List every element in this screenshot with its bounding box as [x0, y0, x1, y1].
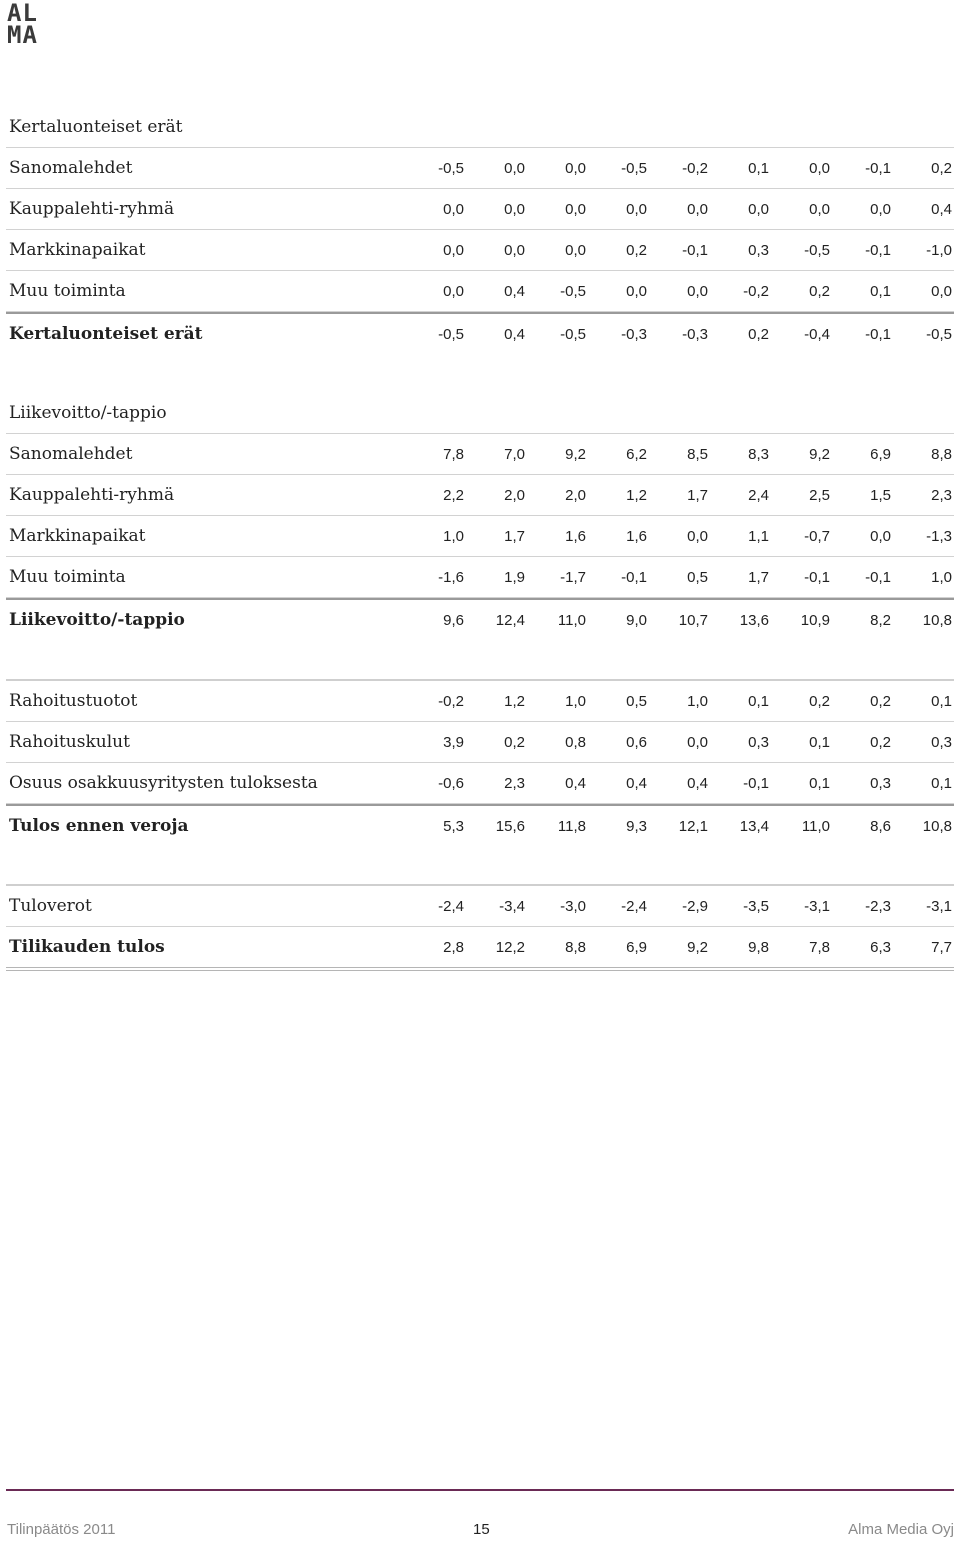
row-label: Sanomalehdet: [9, 444, 133, 464]
value-cell: -0,2: [682, 160, 708, 177]
value-cell: -2,4: [438, 898, 464, 915]
value-cell: 0,1: [870, 283, 891, 300]
value-cell: -1,7: [560, 569, 586, 586]
value-cell: 9,2: [687, 939, 708, 956]
row-label: Tilikauden tulos: [9, 937, 165, 957]
value-cell: 0,4: [565, 775, 586, 792]
value-cell: 6,9: [870, 446, 891, 463]
row-label: Rahoituskulut: [9, 732, 130, 752]
value-cell: 0,0: [504, 201, 525, 218]
row-label: Sanomalehdet: [9, 158, 133, 178]
row-label: Kauppalehti-ryhmä: [9, 485, 175, 505]
row-label: Osuus osakkuusyritysten tuloksesta: [9, 773, 318, 793]
value-cell: 8,5: [687, 446, 708, 463]
value-cell: 1,1: [748, 528, 769, 545]
value-cell: 10,8: [922, 612, 952, 629]
table-row: [6, 475, 954, 516]
total-row: [6, 312, 954, 354]
value-cell: 12,1: [678, 818, 708, 835]
value-cell: 11,8: [557, 818, 586, 835]
value-cell: 1,6: [626, 528, 647, 545]
value-cell: 11,0: [557, 612, 586, 629]
value-cell: 2,5: [809, 487, 830, 504]
row-label: Tuloverot: [9, 896, 92, 916]
value-cell: 3,9: [443, 734, 464, 751]
table-row: [6, 148, 954, 189]
value-cell: 0,6: [626, 734, 647, 751]
value-cell: -0,5: [926, 326, 952, 343]
section-title-row: [6, 393, 954, 434]
value-cell: -0,3: [682, 326, 708, 343]
footer-company: Alma Media Oyj: [848, 1521, 954, 1538]
value-cell: 15,6: [495, 818, 525, 835]
value-cell: -3,0: [560, 898, 586, 915]
row-label: Muu toiminta: [9, 567, 126, 587]
row-label: Kauppalehti-ryhmä: [9, 199, 175, 219]
value-cell: -0,4: [804, 326, 830, 343]
section-kertaluonteiset-erat: [6, 107, 954, 354]
value-cell: 7,8: [809, 939, 830, 956]
value-cell: 0,0: [687, 201, 708, 218]
value-cell: 1,2: [504, 693, 525, 710]
table-row: [6, 763, 954, 804]
value-cell: 0,4: [626, 775, 647, 792]
row-label: Muu toiminta: [9, 281, 126, 301]
value-cell: -3,5: [743, 898, 769, 915]
value-cell: -1,0: [926, 242, 952, 259]
value-cell: 0,0: [809, 160, 830, 177]
value-cell: 8,3: [748, 446, 769, 463]
value-cell: 1,0: [565, 693, 586, 710]
value-cell: -3,4: [499, 898, 525, 915]
value-cell: 5,3: [443, 818, 464, 835]
value-cell: 0,4: [931, 201, 952, 218]
value-cell: -0,5: [621, 160, 647, 177]
value-cell: 0,0: [504, 160, 525, 177]
row-label: Rahoitustuotot: [9, 691, 138, 711]
row-label: Tulos ennen veroja: [9, 816, 189, 836]
value-cell: -0,7: [804, 528, 830, 545]
value-cell: -1,3: [926, 528, 952, 545]
value-cell: 0,2: [809, 283, 830, 300]
table-row: [6, 722, 954, 763]
value-cell: 10,9: [800, 612, 830, 629]
value-cell: 1,9: [504, 569, 525, 586]
value-cell: -0,1: [621, 569, 647, 586]
value-cell: 0,0: [687, 283, 708, 300]
value-cell: 0,2: [931, 160, 952, 177]
value-cell: 9,2: [565, 446, 586, 463]
value-cell: 0,0: [687, 734, 708, 751]
alma-logo: [7, 0, 38, 49]
value-cell: -0,1: [865, 242, 891, 259]
value-cell: 1,7: [504, 528, 525, 545]
logo-line-1: AL: [7, 0, 38, 27]
value-cell: 0,4: [504, 283, 525, 300]
value-cell: -0,1: [865, 569, 891, 586]
value-cell: 12,4: [495, 612, 525, 629]
value-cell: 9,0: [626, 612, 647, 629]
value-cell: 0,2: [870, 734, 891, 751]
section-tilikauden-tulos: [6, 884, 954, 971]
value-cell: 1,6: [565, 528, 586, 545]
value-cell: -0,6: [438, 775, 464, 792]
value-cell: 0,0: [748, 201, 769, 218]
value-cell: 1,7: [748, 569, 769, 586]
value-cell: 0,0: [565, 242, 586, 259]
value-cell: 8,8: [931, 446, 952, 463]
value-cell: 0,5: [626, 693, 647, 710]
total-row: [6, 598, 954, 640]
value-cell: -1,6: [438, 569, 464, 586]
value-cell: 0,0: [626, 201, 647, 218]
value-cell: 9,8: [748, 939, 769, 956]
value-cell: 10,7: [678, 612, 708, 629]
table-row: [6, 679, 954, 722]
value-cell: 1,0: [687, 693, 708, 710]
value-cell: 0,0: [565, 201, 586, 218]
table-row: [6, 189, 954, 230]
value-cell: 0,1: [748, 160, 769, 177]
value-cell: 9,6: [443, 612, 464, 629]
value-cell: 0,0: [443, 283, 464, 300]
value-cell: -0,5: [804, 242, 830, 259]
value-cell: -3,1: [926, 898, 952, 915]
section-title: Liikevoitto/-tappio: [9, 403, 167, 423]
logo-line-2: MA: [7, 21, 38, 49]
value-cell: 8,2: [870, 612, 891, 629]
value-cell: 6,3: [870, 939, 891, 956]
value-cell: 0,0: [565, 160, 586, 177]
value-cell: 8,8: [565, 939, 586, 956]
value-cell: 0,2: [504, 734, 525, 751]
value-cell: 7,0: [504, 446, 525, 463]
value-cell: -0,5: [438, 160, 464, 177]
value-cell: -0,1: [682, 242, 708, 259]
value-cell: -0,1: [865, 160, 891, 177]
value-cell: 2,4: [748, 487, 769, 504]
row-label: Markkinapaikat: [9, 526, 146, 546]
value-cell: 1,0: [931, 569, 952, 586]
value-cell: -0,3: [621, 326, 647, 343]
value-cell: 0,0: [687, 528, 708, 545]
value-cell: 13,4: [739, 818, 769, 835]
value-cell: -2,4: [621, 898, 647, 915]
value-cell: 10,8: [922, 818, 952, 835]
table-row: [6, 884, 954, 927]
value-cell: 0,1: [931, 775, 952, 792]
value-cell: 1,2: [626, 487, 647, 504]
section-liikevoitto: [6, 393, 954, 640]
table-row: [6, 557, 954, 598]
total-row: [6, 927, 954, 971]
value-cell: 0,2: [626, 242, 647, 259]
value-cell: 0,1: [931, 693, 952, 710]
value-cell: 0,0: [870, 528, 891, 545]
value-cell: 9,3: [626, 818, 647, 835]
footer-rule: [6, 1489, 954, 1491]
row-label: Liikevoitto/-tappio: [9, 610, 185, 630]
page-number: 15: [473, 1521, 490, 1538]
value-cell: 2,0: [565, 487, 586, 504]
value-cell: 0,0: [931, 283, 952, 300]
value-cell: 0,0: [443, 201, 464, 218]
value-cell: 2,8: [443, 939, 464, 956]
value-cell: 0,2: [748, 326, 769, 343]
section-title: Kertaluonteiset erät: [9, 117, 183, 137]
value-cell: -0,5: [560, 326, 586, 343]
value-cell: 0,0: [626, 283, 647, 300]
value-cell: 2,2: [443, 487, 464, 504]
value-cell: -3,1: [804, 898, 830, 915]
value-cell: 0,4: [504, 326, 525, 343]
value-cell: 7,7: [931, 939, 952, 956]
value-cell: 0,8: [565, 734, 586, 751]
value-cell: 12,2: [495, 939, 525, 956]
value-cell: 7,8: [443, 446, 464, 463]
value-cell: 1,7: [687, 487, 708, 504]
section-rahoitus: [6, 679, 954, 846]
value-cell: -0,1: [743, 775, 769, 792]
value-cell: 0,3: [931, 734, 952, 751]
value-cell: 1,5: [870, 487, 891, 504]
footer-document-title: Tilinpäätös 2011: [7, 1521, 116, 1538]
value-cell: 6,9: [626, 939, 647, 956]
value-cell: 0,3: [748, 734, 769, 751]
value-cell: -0,2: [438, 693, 464, 710]
section-title-row: [6, 107, 954, 148]
value-cell: -0,5: [438, 326, 464, 343]
value-cell: 0,1: [809, 775, 830, 792]
row-label: Kertaluonteiset erät: [9, 324, 203, 344]
value-cell: 2,3: [504, 775, 525, 792]
value-cell: 2,0: [504, 487, 525, 504]
value-cell: 9,2: [809, 446, 830, 463]
table-row: [6, 230, 954, 271]
value-cell: -0,2: [743, 283, 769, 300]
value-cell: 8,6: [870, 818, 891, 835]
value-cell: 0,5: [687, 569, 708, 586]
value-cell: 0,0: [870, 201, 891, 218]
value-cell: 0,1: [809, 734, 830, 751]
value-cell: 0,4: [687, 775, 708, 792]
total-row: [6, 804, 954, 846]
table-row: [6, 434, 954, 475]
value-cell: 0,3: [748, 242, 769, 259]
value-cell: 0,3: [870, 775, 891, 792]
value-cell: -2,3: [865, 898, 891, 915]
value-cell: -0,1: [804, 569, 830, 586]
value-cell: 0,1: [748, 693, 769, 710]
value-cell: 0,0: [809, 201, 830, 218]
value-cell: -0,5: [560, 283, 586, 300]
value-cell: 6,2: [626, 446, 647, 463]
value-cell: -2,9: [682, 898, 708, 915]
row-label: Markkinapaikat: [9, 240, 146, 260]
value-cell: 13,6: [739, 612, 769, 629]
value-cell: 0,2: [809, 693, 830, 710]
value-cell: 11,0: [801, 818, 830, 835]
value-cell: 0,0: [504, 242, 525, 259]
value-cell: 1,0: [443, 528, 464, 545]
value-cell: 0,2: [870, 693, 891, 710]
value-cell: 0,0: [443, 242, 464, 259]
table-row: [6, 271, 954, 312]
value-cell: 2,3: [931, 487, 952, 504]
table-row: [6, 516, 954, 557]
value-cell: -0,1: [865, 326, 891, 343]
